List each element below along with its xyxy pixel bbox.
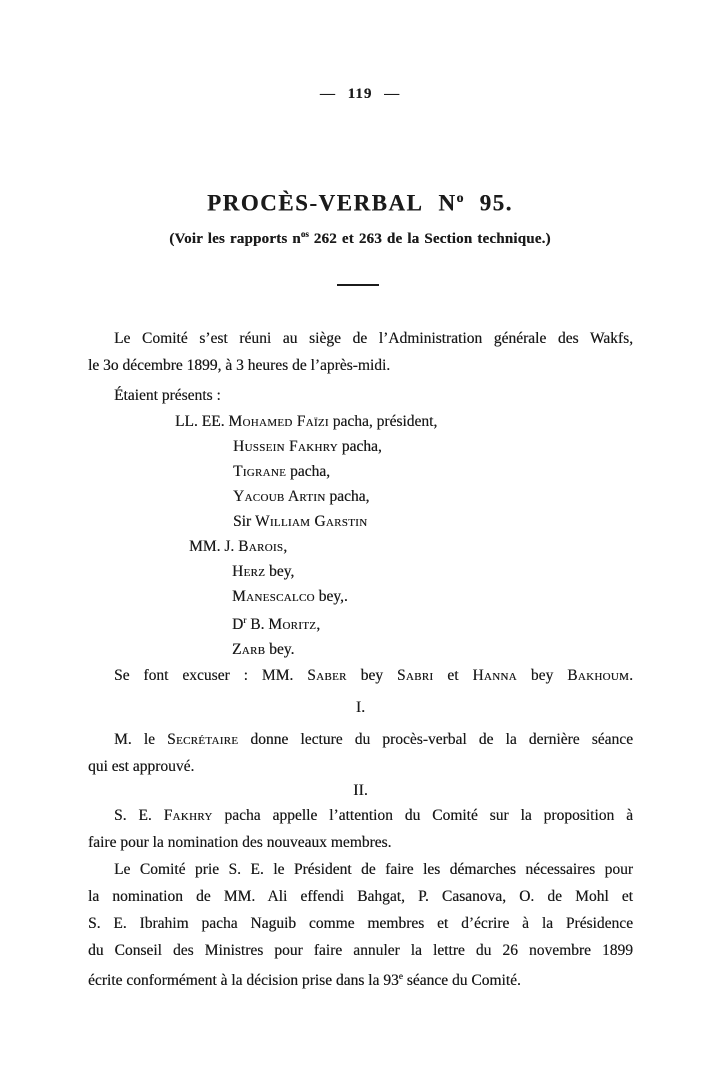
text-segment: Étaient présents :: [114, 387, 221, 404]
section2-p1-line-2: [88, 829, 633, 856]
document-subtitle: [0, 229, 720, 248]
text-segment: LL. EE.: [175, 413, 229, 430]
text-segment: Hanna: [472, 667, 517, 685]
text-segment: B.: [246, 616, 269, 634]
text-segment: bey: [346, 667, 397, 685]
text-segment: os: [300, 229, 309, 239]
text-segment: donne lecture du procès-verbal de la dernière séance: [238, 731, 633, 749]
text-segment: 262 et 263 de la Section technique.): [308, 231, 551, 247]
text-segment: Sabri: [396, 667, 434, 685]
text-segment: pacha,: [337, 438, 382, 455]
text-segment: MM. J.: [189, 538, 239, 555]
section-heading-1: I.: [355, 699, 366, 717]
attendee-line: [88, 434, 633, 459]
section2-p2-line-1: [88, 856, 633, 883]
text-segment: e: [398, 972, 403, 983]
text-segment: PROCÈS-VERBAL N: [207, 190, 457, 216]
attendee-line: [88, 584, 633, 609]
attendee-line-mm: [88, 534, 633, 559]
attendee-line: [88, 509, 633, 534]
text-segment: o: [456, 190, 464, 205]
attendee-line: [88, 637, 633, 662]
attendee-line: [88, 459, 633, 484]
text-segment: pacha,: [325, 488, 370, 505]
section2-p1-line-1: [88, 802, 633, 829]
document-body: [88, 325, 633, 994]
text-segment: faire pour la nomination des nouveaux membres.: [88, 834, 392, 852]
text-segment: Hussein Fakhry: [233, 438, 338, 455]
attendee-line: [88, 559, 633, 584]
section-heading-2: II.: [353, 782, 368, 800]
text-segment: bey.: [265, 641, 295, 659]
document-title: [0, 190, 720, 217]
text-segment: pacha appelle l’attention du Comité sur la proposition à: [212, 807, 633, 825]
text-segment: bey,.: [314, 588, 348, 605]
text-segment: pacha, président,: [328, 413, 438, 430]
attendee-line: [88, 484, 633, 509]
text-segment: Tigrane: [233, 463, 287, 480]
text-segment: bey: [516, 667, 568, 685]
text-segment: Le Comité prie S. E. le Président de faire les démarches nécessaires pour: [114, 861, 633, 879]
text-segment: ,: [316, 616, 321, 634]
text-segment: et: [433, 667, 473, 685]
section2-p2-line-2: [88, 883, 633, 910]
text-segment: Fakhry: [163, 807, 213, 825]
separator-rule: [337, 284, 379, 286]
page-number: — 119 —: [319, 86, 401, 102]
text-segment: M. le: [114, 731, 168, 749]
text-segment: Yacoub Artin: [233, 488, 326, 505]
text-segment: Sir: [233, 513, 255, 530]
section2-p2-line-3: [88, 910, 633, 937]
excused-line: [88, 662, 633, 689]
text-segment: D: [232, 616, 244, 634]
text-segment: Herz: [232, 563, 266, 580]
text-segment: qui est approuvé.: [88, 758, 195, 776]
section1-line-2: [88, 753, 633, 780]
text-segment: Zarb: [232, 641, 266, 659]
text-segment: Secrétaire: [167, 731, 239, 749]
text-segment: le 3o décembre 1899, à 3 heures de l’après-midi.: [88, 357, 391, 374]
text-segment: ,: [283, 538, 288, 555]
intro-line-1: [88, 325, 633, 352]
section2-p2-line-4: [88, 937, 633, 964]
text-segment: écrite conformément à la décision prise dans la 93: [88, 972, 399, 990]
text-segment: S. E. Ibrahim pacha Naguib comme membres et d’écrire à la Présidence: [88, 915, 633, 933]
text-segment: Se font excuser : MM.: [114, 667, 308, 685]
text-segment: Barois: [238, 538, 284, 555]
text-segment: .: [629, 667, 634, 685]
text-segment: bey,: [265, 563, 295, 580]
text-segment: (Voir les rapports n: [169, 231, 301, 247]
text-segment: Moritz: [268, 616, 317, 634]
text-segment: Manescalco: [232, 588, 315, 605]
section2-p2-line-5: [88, 964, 633, 994]
text-segment: du Conseil des Ministres pour faire annuler la lettre du 26 novembre 1899: [88, 942, 633, 960]
text-segment: la nomination de MM. Ali effendi Bahgat, P. Casanova, O. de Mohl et: [88, 888, 633, 906]
attendee-line-president: [88, 409, 633, 434]
text-segment: Le Comité s’est réuni au siège de l’Administration générale des Wakfs,: [114, 330, 633, 347]
section1-line-1: [88, 726, 633, 753]
text-segment: Saber: [307, 667, 347, 685]
attendee-line: [88, 609, 633, 637]
text-segment: 95.: [463, 190, 513, 216]
text-segment: Mohamed Faïzi: [228, 413, 329, 430]
text-segment: pacha,: [286, 463, 331, 480]
intro-line-2: [88, 352, 633, 379]
text-segment: r: [243, 616, 247, 626]
present-label: [88, 382, 633, 409]
text-segment: séance du Comité.: [402, 972, 521, 990]
text-segment: Bakhoum: [567, 667, 630, 685]
text-segment: S. E.: [114, 807, 164, 825]
text-segment: William Garstin: [254, 513, 368, 530]
